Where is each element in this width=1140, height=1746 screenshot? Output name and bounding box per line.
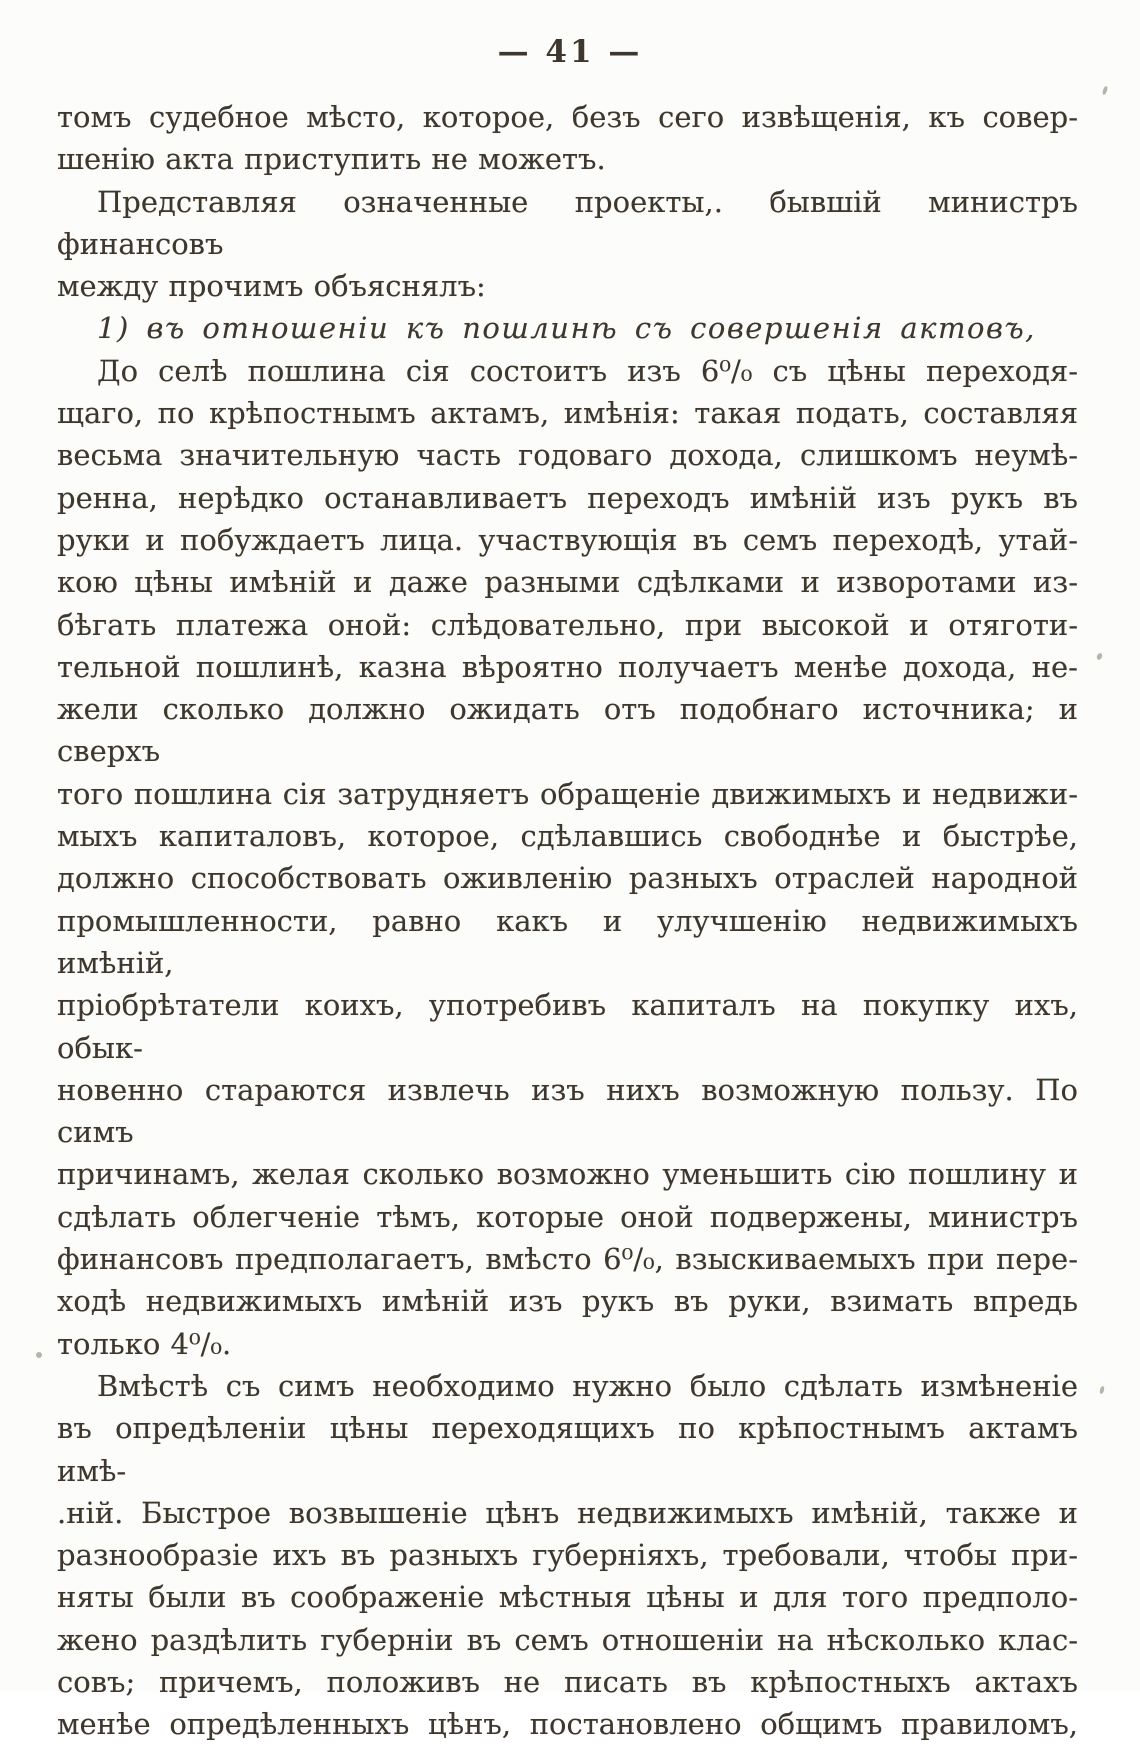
text-line: жели сколько должно ожидать отъ подобнаго источника; и сверхъ	[57, 692, 1078, 769]
scan-speck	[1102, 86, 1109, 96]
text-line: пріобрѣтатели коихъ, употребивъ капиталъ на покупку ихъ, обык-	[57, 988, 1078, 1065]
text-line: между прочимъ объяснялъ:	[57, 269, 486, 304]
text-line: промышленности, равно какъ и улучшенію недвижимыхъ имѣній,	[57, 903, 1078, 980]
text-line: мыхъ капиталовъ, которое, сдѣлавшись свободнѣе и быстрѣе,	[57, 819, 1078, 854]
text-line: сдѣлать облегченіе тѣмъ, которые оной подвержены, министръ	[57, 1199, 1078, 1234]
text-line: разнообразіе ихъ въ разныхъ губерніяхъ, требовали, чтобы при-	[57, 1538, 1078, 1573]
text-line: только 4⁰/₀.	[57, 1326, 232, 1361]
text-line: весьма значительную часть годоваго дохода, слишкомъ неумѣ-	[57, 438, 1078, 473]
text-line: ренна, нерѣдко останавливаетъ переходъ имѣній изъ рукъ въ	[57, 480, 1078, 515]
text-line: томъ судебное мѣсто, которое, безъ сего извѣщенія, къ совер-	[57, 100, 1078, 134]
page-header	[0, 34, 1140, 70]
text-line: руки и побуждаетъ лица. участвующія въ семъ переходѣ, утай-	[57, 522, 1078, 557]
text-line: До селѣ пошлина сія состоитъ изъ 6⁰/₀ съ цѣны переходя-	[97, 353, 1078, 388]
page-text	[57, 96, 1078, 1746]
text-line: финансовъ предполагаетъ, вмѣсто 6⁰/₀, взыскиваемыхъ при пере-	[57, 1242, 1078, 1277]
text-line: должно способствовать оживленію разныхъ отраслей народной	[57, 861, 1078, 896]
text-line: жено раздѣлить губерніи въ семъ отношеніи на нѣсколько клас-	[57, 1622, 1078, 1657]
text-line: .ній. Быстрое возвышеніе цѣнъ недвижимыхъ имѣній, также и	[57, 1495, 1078, 1530]
scan-speck	[1096, 652, 1103, 660]
text-line: новенно стараются извлечь изъ нихъ возможную пользу. По симъ	[57, 1072, 1078, 1150]
text-line: Вмѣстѣ съ симъ необходимо нужно было сдѣлать измѣненіе	[97, 1368, 1078, 1403]
text-line: бѣгать платежа оной: слѣдовательно, при высокой и отяготи-	[57, 607, 1078, 642]
scan-speck	[36, 1352, 42, 1358]
text-line: Представляя означенные проекты,. бывшій министръ финансовъ	[57, 184, 1078, 261]
text-line: шенію акта приступить не можетъ.	[57, 142, 606, 177]
text-line: тельной пошлинѣ, казна вѣроятно получаетъ менѣе дохода, не-	[57, 649, 1078, 684]
text-line: менѣе опредѣленныхъ цѣнъ, постановлено общимъ правиломъ,	[57, 1707, 1078, 1742]
text-line: 1) въ отношеніи къ пошлинѣ съ совершенія актовъ,	[97, 311, 1036, 346]
text-line: того пошлина сія затрудняетъ обращеніе движимыхъ и недвижи-	[57, 776, 1078, 811]
page-number: — 41 —	[497, 34, 643, 70]
scan-speck	[1099, 1386, 1105, 1395]
text-line: совъ; причемъ, положивъ не писать въ крѣпостныхъ актахъ	[57, 1664, 1078, 1699]
text-line: ходѣ недвижимыхъ имѣній изъ рукъ въ руки, взимать впредь	[57, 1284, 1078, 1319]
text-line: щаго, по крѣпостнымъ актамъ, имѣнія: такая подать, составляя	[57, 396, 1078, 431]
text-line: причинамъ, желая сколько возможно уменьшить сію пошлину и	[57, 1157, 1078, 1192]
text-line: кою цѣны имѣній и даже разными сдѣлками и изворотами из-	[57, 565, 1078, 600]
text-line: няты были въ соображеніе мѣстныя цѣны и для того предполо-	[57, 1580, 1078, 1615]
text-line: въ опредѣленіи цѣны переходящихъ по крѣпостнымъ актамъ имѣ-	[57, 1411, 1078, 1488]
